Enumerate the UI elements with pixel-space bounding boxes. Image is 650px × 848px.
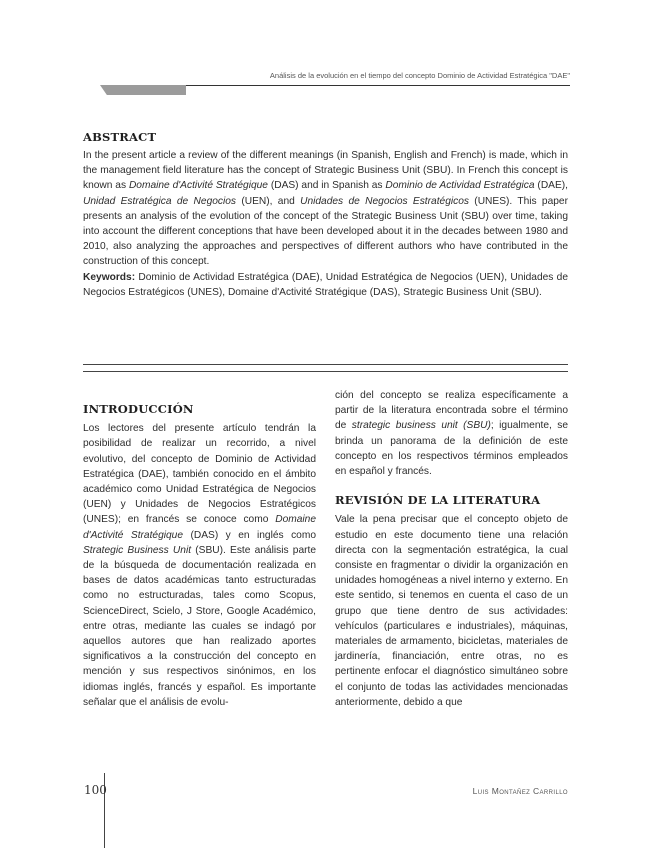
intro-title: INTRODUCCIÓN: [83, 402, 194, 416]
keywords-text: Dominio de Actividad Estratégica (DAE), Unidad Estratégica de Negocios (UEN), Unidades de Negocios Estratégicos (UNES), Domaine d'Activité Stratégique (DAS), Strategic Business Unit (SBU).: [83, 271, 568, 298]
footer-author: Luis Montañez Carrillo: [472, 786, 568, 796]
abstract-italic-4: Unidades de Negocios Estratégicos: [300, 195, 469, 207]
section-divider-bottom: [83, 371, 568, 372]
abstract-section: [83, 130, 568, 300]
running-header: Análisis de la evolución en el tiempo del concepto Dominio de Actividad Estratégica "DAE": [269, 71, 570, 80]
abstract-text-2: (DAS) and in Spanish as: [267, 180, 386, 192]
abstract-paragraph: [83, 148, 568, 270]
intro-text-3: (SBU). Este análisis parte de la búsqueda de documentación realizada en bases de datos académicas tanto estructuradas como no estructuradas, tales como Scopus, ScienceDirect, Scielo, J Store, Google Académico, entre otras, mediante las cuales se indagó por aquellos autores que han realizado aportes significativos a la construcción del concepto en mención y sus respectivos sinónimos, en los idiomas inglés, francés y español. Es importante señalar que el análisis de evolu-: [83, 544, 316, 708]
abstract-italic-1: Domaine d'Activité Stratégique: [128, 180, 268, 192]
keywords-label: Keywords:: [83, 271, 136, 283]
intro-italic-1: Domaine d'Activité Stratégique: [83, 514, 316, 541]
intro-text-2: (DAS) y en inglés como: [183, 529, 316, 541]
abstract-text-5: (UNES). This paper presents an analysis of the evolution of the concept of the Strategic Business Unit (SBU) over time, taking into account the different conceptions that have been developed about it in the decades between 1980 and 2010, also analyzing the approaches and perspectives of different authors who have contributed in the construction of this concept.: [83, 195, 568, 268]
header-rule: [186, 85, 570, 86]
abstract-italic-2: Dominio de Actividad Estratégica: [385, 180, 535, 192]
abstract-italic-3: Unidad Estratégica de Negocios: [83, 195, 237, 207]
abstract-title: ABSTRACT: [83, 130, 157, 144]
review-paragraph: Vale la pena precisar que el concepto objeto de estudio en este documento tiene una relación directa con la segmentación estratégica, la cual consiste en fragmentar o dividir la organización en unidades homogéneas a nivel interno y externo. En este sentido, si tenemos en cuenta el caso de un grupo que tiene dentro de sus actividades: vehículos (particulares e industriales), máquinas, materiales de armamento, bicicletas, materiales de jardinería, financiación, entre otras, no es pertinente enfocar el diagnóstico simultáneo sobre el conjunto de todas las actividades mencionadas anteriormente, debido a que: [335, 514, 568, 708]
intro-text-1: Los lectores del presente artículo tendrán la posibilidad de realizar un recorrido, a nivel evolutivo, del concepto de Dominio de Actividad Estratégica (DAE), también conocido en el ámbito académico como Unidad Estratégica de Negocios (UEN) y Unidades de Negocios Estratégicos (UNES); en francés se conoce como: [83, 423, 316, 526]
right-column: [335, 388, 568, 710]
left-column: [83, 402, 316, 710]
abstract-text-1: In the present article a review of the different meanings (in Spanish, English and French) is made, which in the management field literature has the concept of Strategic Business Unit (SBU). In French this concept is known as: [83, 150, 568, 192]
section-divider-top: [83, 364, 568, 365]
page-number: 100: [84, 783, 107, 797]
continuation-text-1: ción del concepto se realiza específicamente a partir de la literatura encontrada sobre el término de: [335, 390, 568, 432]
header-tab-decoration: [100, 85, 186, 95]
review-title: REVISIÓN DE LA LITERATURA: [335, 493, 541, 508]
abstract-text-3: (DAE),: [534, 180, 568, 192]
continuation-italic: strategic business unit (SBU): [351, 420, 491, 432]
continuation-text-2: ; igualmente, se brinda un panorama de la definición de este concepto en los respectivos términos empleados en español y francés.: [335, 420, 569, 478]
keywords-paragraph: [83, 270, 568, 300]
abstract-text-4: (UEN), and: [236, 195, 301, 207]
intro-continuation: [335, 388, 568, 479]
intro-paragraph: [83, 421, 316, 710]
intro-italic-2: Strategic Business Unit: [83, 544, 192, 556]
